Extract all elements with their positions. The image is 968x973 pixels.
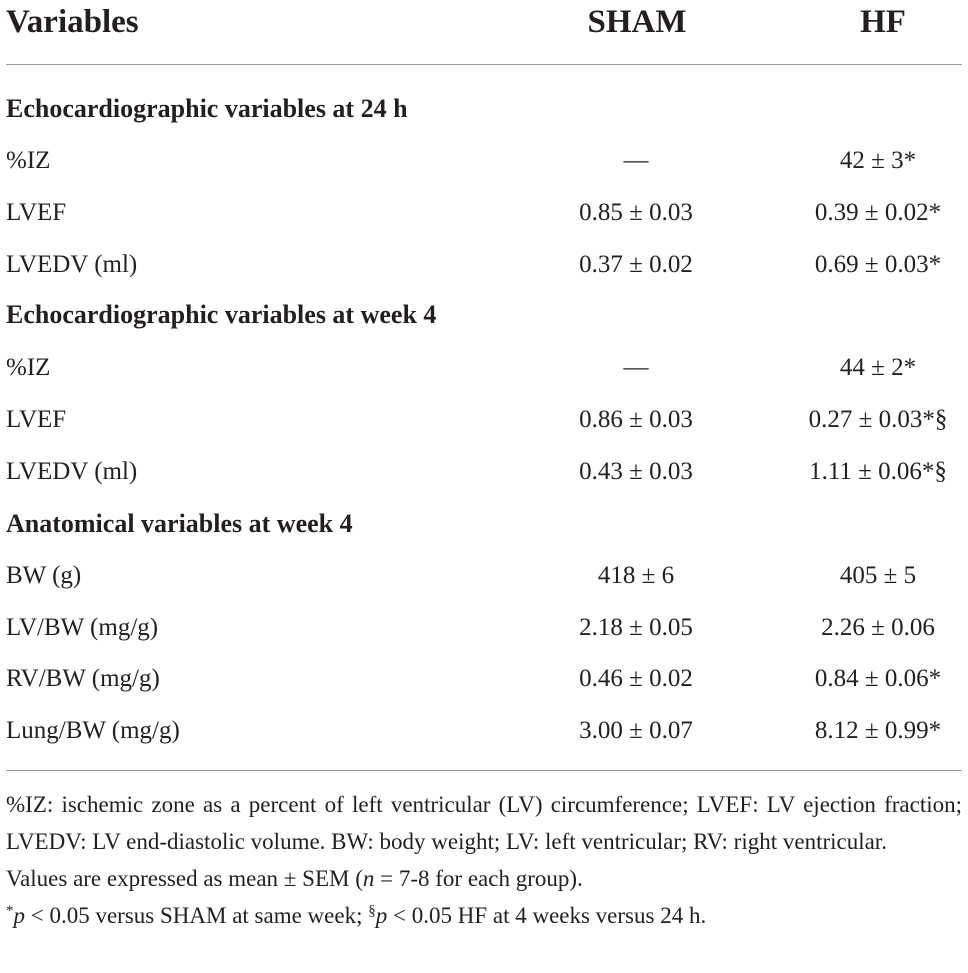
table-row (0, 455, 968, 507)
row-sham-value: 0.46 ± 0.02 (579, 665, 693, 692)
row-label: LVEF (6, 199, 67, 226)
row-label: %IZ (6, 147, 51, 174)
table-top-rule (6, 64, 962, 65)
row-label: LVEDV (ml) (6, 458, 138, 485)
row-hf-value: 44 ± 2* (839, 354, 917, 381)
footnote-values-prefix: Values are expressed as mean ± SEM ( (6, 866, 363, 891)
row-sham-value: 0.37 ± 0.02 (579, 251, 693, 278)
row-sham-value: 418 ± 6 (597, 562, 675, 589)
row-label: LV/BW (mg/g) (6, 614, 159, 641)
table-bottom-rule (6, 770, 962, 771)
table-row (0, 662, 968, 714)
section-title: Echocardiographic variables at 24 h (6, 94, 408, 123)
header-variables: Variables (6, 4, 139, 40)
table-row (0, 403, 968, 455)
footnote-values (6, 860, 962, 897)
row-label: LVEDV (ml) (6, 251, 138, 278)
footnote-sig-text-2: < 0.05 HF at 4 weeks versus 24 h. (387, 903, 707, 928)
row-sham-value: 0.86 ± 0.03 (579, 406, 693, 433)
row-label: BW (g) (6, 562, 82, 589)
row-hf-value: 0.27 ± 0.03*§ (808, 406, 948, 433)
row-label: Lung/BW (mg/g) (6, 717, 180, 744)
table-row (0, 351, 968, 403)
row-hf-value: 8.12 ± 0.99* (814, 717, 942, 744)
table-footnotes (6, 786, 962, 934)
table-row (0, 248, 968, 300)
footnote-p-2: p (375, 903, 388, 928)
section-title: Anatomical variables at week 4 (6, 509, 353, 538)
table-row (0, 559, 968, 611)
footnote-abbreviations: %IZ: ischemic zone as a percent of left ventricular (LV) circumference; LVEF: LV ejection fraction; LVEDV: LV end-diastolic volume. BW: body weight; LV: left ventricular; RV: right ventricular. (6, 792, 962, 854)
table-row (0, 196, 968, 248)
row-hf-value: 0.69 ± 0.03* (814, 251, 942, 278)
row-hf-value: 0.84 ± 0.06* (814, 665, 942, 692)
table-row (0, 714, 968, 766)
row-label: %IZ (6, 354, 51, 381)
row-label: LVEF (6, 406, 67, 433)
row-label: RV/BW (mg/g) (6, 665, 160, 692)
row-sham-value: 0.43 ± 0.03 (579, 458, 693, 485)
row-hf-value: 0.39 ± 0.02* (814, 199, 942, 226)
table-row (0, 611, 968, 663)
row-sham-value: 0.85 ± 0.03 (579, 199, 693, 226)
section-marker: § (368, 903, 376, 919)
row-sham-value: 3.00 ± 0.07 (579, 717, 693, 744)
row-sham-value: — (623, 354, 649, 381)
footnote-n: n (362, 866, 375, 891)
table-header-row (0, 0, 968, 48)
row-hf-value: 1.11 ± 0.06*§ (809, 458, 947, 485)
row-sham-value: 2.18 ± 0.05 (579, 614, 693, 641)
header-sham: SHAM (587, 4, 687, 40)
footnote-values-suffix: = 7-8 for each group). (374, 866, 583, 891)
header-hf: HF (860, 4, 906, 40)
star-marker: * (6, 903, 14, 919)
row-hf-value: 42 ± 3* (839, 147, 917, 174)
row-hf-value: 2.26 ± 0.06 (821, 614, 935, 641)
section-title: Echocardiographic variables at week 4 (6, 300, 437, 329)
footnote-significance (6, 897, 962, 934)
footnote-sig-text-1: < 0.05 versus SHAM at same week; (25, 903, 369, 928)
row-sham-value: — (623, 147, 649, 174)
footnote-p-1: p (13, 903, 25, 928)
row-hf-value: 405 ± 5 (839, 562, 917, 589)
table-row (0, 144, 968, 196)
